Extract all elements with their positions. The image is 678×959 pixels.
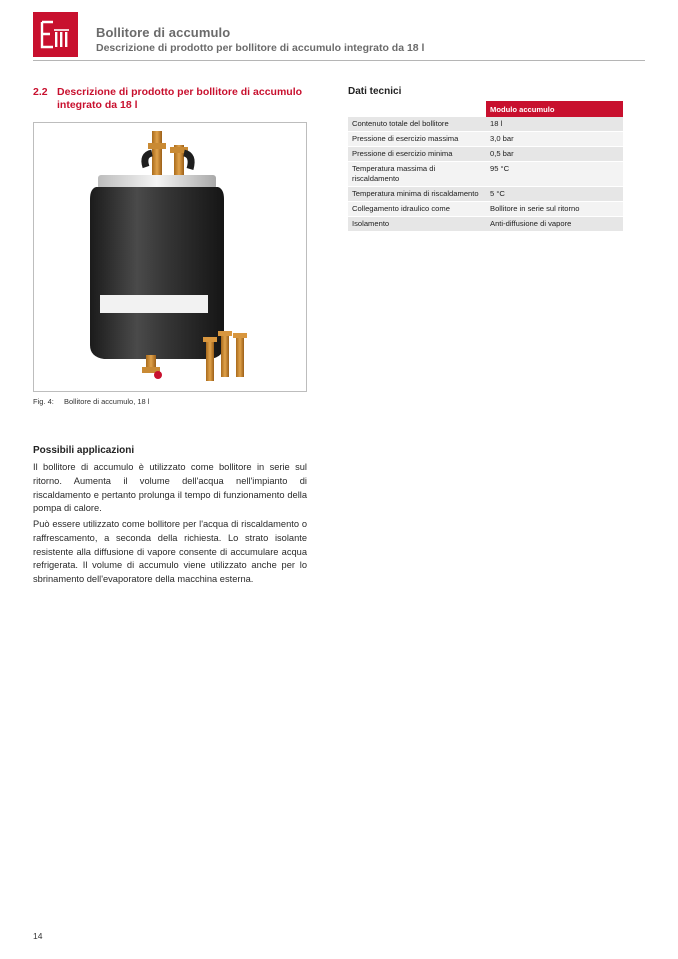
table-row	[348, 217, 623, 232]
row-value: Bollitore in serie sul ritorno	[486, 202, 623, 217]
figure-caption	[33, 397, 149, 406]
row-label: Isolamento	[348, 217, 486, 232]
logo-icon	[33, 12, 78, 57]
row-value: 3,0 bar	[486, 132, 623, 147]
row-value: 0,5 bar	[486, 147, 623, 162]
row-label: Pressione di esercizio minima	[348, 147, 486, 162]
table-row	[348, 132, 623, 147]
applications-heading: Possibili applicazioni	[33, 445, 135, 456]
fittings-icon	[203, 331, 247, 381]
row-value: 18 l	[486, 117, 623, 132]
header-subtitle: Descrizione di prodotto per bollitore di accumulo integrato da 18 l	[96, 42, 425, 54]
row-value: 5 °C	[486, 187, 623, 202]
page-number: 14	[33, 931, 43, 941]
row-label: Pressione di esercizio massima	[348, 132, 486, 147]
table-row	[348, 117, 623, 132]
tech-data-table	[348, 101, 623, 232]
table-row	[348, 162, 623, 187]
figure-number: Fig. 4:	[33, 397, 54, 406]
table-row	[348, 187, 623, 202]
row-value: 95 °C	[486, 162, 623, 187]
row-label: Temperatura massima di riscaldamento	[348, 162, 486, 187]
brand-logo	[33, 12, 78, 57]
product-figure	[33, 122, 307, 392]
applications-paragraph-1: Il bollitore di accumulo è utilizzato come bollitore in serie sul ritorno. Aumenta il volume dell'acqua nell'impianto di riscaldamento e pertanto prolunga il tempo di funzionamento della pompa di calore.	[33, 462, 307, 514]
header-title: Bollitore di accumulo	[96, 25, 231, 40]
row-label: Collegamento idraulico come	[348, 202, 486, 217]
row-label: Contenuto totale del bollitore	[348, 117, 486, 132]
storage-tank-illustration	[34, 123, 306, 391]
tech-table-column-header: Modulo accumulo	[486, 101, 623, 117]
tech-table-header-row	[348, 101, 623, 117]
section-heading	[33, 86, 303, 112]
header-divider	[33, 60, 645, 61]
table-row	[348, 202, 623, 217]
table-row	[348, 147, 623, 162]
section-number: 2.2	[33, 86, 48, 98]
figure-caption-text: Bollitore di accumulo, 18 l	[64, 397, 150, 406]
tech-data-heading: Dati tecnici	[348, 86, 402, 97]
row-value: Anti-diffusione di vapore	[486, 217, 623, 232]
applications-paragraph-2: Può essere utilizzato come bollitore per l'acqua di riscaldamento o raffrescamento, a seconda della richiesta. Lo strato isolante resistente alla diffusione di vapore consente di accumulare acqua refrigerata. Il volume di accumulo viene utilizzato anche per lo sbrinamento dell'evaporatore della macchina esterna.	[33, 519, 307, 585]
row-label: Temperatura minima di riscaldamento	[348, 187, 486, 202]
section-title: Descrizione di prodotto per bollitore di accumulo integrato da 18 l	[57, 86, 303, 111]
tech-table-header-blank	[348, 101, 486, 117]
